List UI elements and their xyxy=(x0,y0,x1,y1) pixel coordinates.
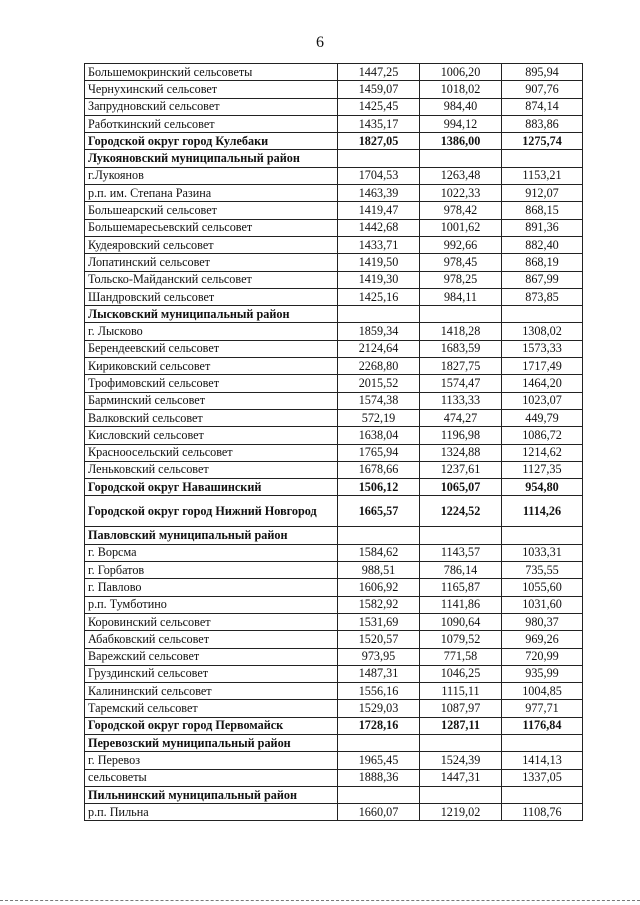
value-cell-3: 977,71 xyxy=(502,700,583,717)
value-cell-2 xyxy=(420,306,502,323)
row-name-cell: Кириковский сельсовет xyxy=(85,358,338,375)
value-cell-3: 1214,62 xyxy=(502,444,583,461)
value-cell-3: 1337,05 xyxy=(502,769,583,786)
value-cell-1: 1574,38 xyxy=(338,392,420,409)
row-name-cell: Перевозский муниципальный район xyxy=(85,734,338,751)
value-cell-2: 1141,86 xyxy=(420,596,502,613)
value-cell-3: 1114,26 xyxy=(502,496,583,527)
value-cell-1: 1584,62 xyxy=(338,544,420,561)
value-cell-2: 1237,61 xyxy=(420,461,502,478)
row-name-cell: Городской округ город Нижний Новгород xyxy=(85,496,338,527)
value-cell-2: 1006,20 xyxy=(420,64,502,81)
value-cell-2: 786,14 xyxy=(420,562,502,579)
value-cell-3 xyxy=(502,306,583,323)
value-cell-2: 984,11 xyxy=(420,288,502,305)
table-row xyxy=(85,734,583,751)
value-cell-2: 1018,02 xyxy=(420,81,502,98)
value-cell-3: 449,79 xyxy=(502,409,583,426)
value-cell-3: 874,14 xyxy=(502,98,583,115)
value-cell-2: 1196,98 xyxy=(420,427,502,444)
value-cell-2: 1263,48 xyxy=(420,167,502,184)
value-cell-2: 1133,33 xyxy=(420,392,502,409)
table-body xyxy=(85,64,583,821)
value-cell-1: 1582,92 xyxy=(338,596,420,613)
table-row xyxy=(85,254,583,271)
value-cell-3: 868,19 xyxy=(502,254,583,271)
value-cell-3: 1127,35 xyxy=(502,461,583,478)
value-cell-2: 474,27 xyxy=(420,409,502,426)
row-name-cell: Городской округ город Первомайск xyxy=(85,717,338,734)
table-row xyxy=(85,64,583,81)
value-cell-2: 1046,25 xyxy=(420,665,502,682)
table-row xyxy=(85,219,583,236)
value-cell-1 xyxy=(338,786,420,803)
value-cell-3: 1275,74 xyxy=(502,133,583,150)
value-cell-1: 1419,50 xyxy=(338,254,420,271)
value-cell-2: 992,66 xyxy=(420,236,502,253)
row-name-cell: г.Лукоянов xyxy=(85,167,338,184)
table-row xyxy=(85,786,583,803)
value-cell-2: 994,12 xyxy=(420,115,502,132)
value-cell-1: 1506,12 xyxy=(338,479,420,496)
table-row xyxy=(85,271,583,288)
row-name-cell: Работкинский сельсовет xyxy=(85,115,338,132)
value-cell-1: 1556,16 xyxy=(338,683,420,700)
tariff-table xyxy=(84,63,583,821)
value-cell-3: 907,76 xyxy=(502,81,583,98)
value-cell-1: 1425,45 xyxy=(338,98,420,115)
value-cell-1: 1435,17 xyxy=(338,115,420,132)
table-row xyxy=(85,444,583,461)
table-row xyxy=(85,409,583,426)
value-cell-1: 1419,47 xyxy=(338,202,420,219)
value-cell-1: 1425,16 xyxy=(338,288,420,305)
value-cell-3: 720,99 xyxy=(502,648,583,665)
value-cell-3: 868,15 xyxy=(502,202,583,219)
value-cell-1: 1665,57 xyxy=(338,496,420,527)
value-cell-2: 1143,57 xyxy=(420,544,502,561)
value-cell-3: 1023,07 xyxy=(502,392,583,409)
table-row xyxy=(85,358,583,375)
row-name-cell: Лукояновский муниципальный район xyxy=(85,150,338,167)
table-row xyxy=(85,236,583,253)
row-name-cell: Кисловский сельсовет xyxy=(85,427,338,444)
row-name-cell: Павловский муниципальный район xyxy=(85,527,338,544)
value-cell-1: 1531,69 xyxy=(338,613,420,630)
value-cell-1: 1487,31 xyxy=(338,665,420,682)
table-row xyxy=(85,202,583,219)
value-cell-3: 969,26 xyxy=(502,631,583,648)
value-cell-1: 1638,04 xyxy=(338,427,420,444)
table-row xyxy=(85,167,583,184)
value-cell-1: 1660,07 xyxy=(338,804,420,821)
value-cell-1: 1419,30 xyxy=(338,271,420,288)
value-cell-2: 978,25 xyxy=(420,271,502,288)
value-cell-1: 988,51 xyxy=(338,562,420,579)
value-cell-1: 2124,64 xyxy=(338,340,420,357)
table-row xyxy=(85,613,583,630)
value-cell-1: 1520,57 xyxy=(338,631,420,648)
value-cell-3: 891,36 xyxy=(502,219,583,236)
value-cell-3: 1464,20 xyxy=(502,375,583,392)
value-cell-3: 935,99 xyxy=(502,665,583,682)
value-cell-1: 2268,80 xyxy=(338,358,420,375)
table-row xyxy=(85,700,583,717)
value-cell-2: 1090,64 xyxy=(420,613,502,630)
value-cell-1: 1678,66 xyxy=(338,461,420,478)
value-cell-3: 1086,72 xyxy=(502,427,583,444)
value-cell-3: 980,37 xyxy=(502,613,583,630)
value-cell-1: 572,19 xyxy=(338,409,420,426)
value-cell-2: 1574,47 xyxy=(420,375,502,392)
value-cell-2: 1224,52 xyxy=(420,496,502,527)
value-cell-1: 1827,05 xyxy=(338,133,420,150)
value-cell-3: 1717,49 xyxy=(502,358,583,375)
value-cell-1: 1859,34 xyxy=(338,323,420,340)
value-cell-3: 735,55 xyxy=(502,562,583,579)
table-row xyxy=(85,375,583,392)
table-row xyxy=(85,683,583,700)
table-row xyxy=(85,596,583,613)
table-row xyxy=(85,115,583,132)
value-cell-3: 1004,85 xyxy=(502,683,583,700)
row-name-cell: Коровинский сельсовет xyxy=(85,613,338,630)
value-cell-2: 1001,62 xyxy=(420,219,502,236)
value-cell-3: 1176,84 xyxy=(502,717,583,734)
table-row xyxy=(85,133,583,150)
value-cell-3 xyxy=(502,150,583,167)
value-cell-2: 1524,39 xyxy=(420,752,502,769)
value-cell-2 xyxy=(420,527,502,544)
value-cell-2: 978,42 xyxy=(420,202,502,219)
table-row xyxy=(85,81,583,98)
row-name-cell: Большемокринский сельсоветы xyxy=(85,64,338,81)
table-row xyxy=(85,562,583,579)
value-cell-2: 1115,11 xyxy=(420,683,502,700)
row-name-cell: Шандровский сельсовет xyxy=(85,288,338,305)
table-row xyxy=(85,665,583,682)
value-cell-1: 1728,16 xyxy=(338,717,420,734)
value-cell-3: 1308,02 xyxy=(502,323,583,340)
value-cell-3: 1033,31 xyxy=(502,544,583,561)
value-cell-1 xyxy=(338,150,420,167)
value-cell-1: 1888,36 xyxy=(338,769,420,786)
value-cell-1: 1442,68 xyxy=(338,219,420,236)
scan-bottom-edge xyxy=(0,900,640,901)
row-name-cell: Чернухинский сельсовет xyxy=(85,81,338,98)
value-cell-2: 1287,11 xyxy=(420,717,502,734)
value-cell-3: 1153,21 xyxy=(502,167,583,184)
table-row xyxy=(85,804,583,821)
table-row xyxy=(85,185,583,202)
value-cell-2 xyxy=(420,150,502,167)
table-row xyxy=(85,579,583,596)
value-cell-3: 883,86 xyxy=(502,115,583,132)
value-cell-3: 1573,33 xyxy=(502,340,583,357)
value-cell-2: 1079,52 xyxy=(420,631,502,648)
row-name-cell: Валковский сельсовет xyxy=(85,409,338,426)
value-cell-3: 1414,13 xyxy=(502,752,583,769)
value-cell-2: 1022,33 xyxy=(420,185,502,202)
row-name-cell: Запрудновский сельсовет xyxy=(85,98,338,115)
value-cell-2: 1418,28 xyxy=(420,323,502,340)
table-row xyxy=(85,769,583,786)
row-name-cell: Абабковский сельсовет xyxy=(85,631,338,648)
table-row xyxy=(85,544,583,561)
row-name-cell: г. Павлово xyxy=(85,579,338,596)
value-cell-1 xyxy=(338,734,420,751)
row-name-cell: г. Горбатов xyxy=(85,562,338,579)
table-row xyxy=(85,150,583,167)
row-name-cell: Лысковский муниципальный район xyxy=(85,306,338,323)
value-cell-1 xyxy=(338,306,420,323)
row-name-cell: Городской округ Навашинский xyxy=(85,479,338,496)
table-row xyxy=(85,340,583,357)
value-cell-3: 1108,76 xyxy=(502,804,583,821)
value-cell-1: 1965,45 xyxy=(338,752,420,769)
value-cell-2: 1065,07 xyxy=(420,479,502,496)
value-cell-1: 1433,71 xyxy=(338,236,420,253)
table-row xyxy=(85,496,583,527)
value-cell-2: 771,58 xyxy=(420,648,502,665)
row-name-cell: р.п. Тумботино xyxy=(85,596,338,613)
table-row xyxy=(85,648,583,665)
row-name-cell: г. Ворсма xyxy=(85,544,338,561)
table-row xyxy=(85,392,583,409)
value-cell-1: 1606,92 xyxy=(338,579,420,596)
value-cell-1: 1463,39 xyxy=(338,185,420,202)
value-cell-3: 954,80 xyxy=(502,479,583,496)
table-row xyxy=(85,461,583,478)
value-cell-3 xyxy=(502,786,583,803)
value-cell-3: 912,07 xyxy=(502,185,583,202)
value-cell-2: 1165,87 xyxy=(420,579,502,596)
value-cell-1: 1765,94 xyxy=(338,444,420,461)
value-cell-3: 895,94 xyxy=(502,64,583,81)
row-name-cell: сельсоветы xyxy=(85,769,338,786)
value-cell-2: 1683,59 xyxy=(420,340,502,357)
value-cell-2 xyxy=(420,786,502,803)
value-cell-2: 984,40 xyxy=(420,98,502,115)
row-name-cell: Таремский сельсовет xyxy=(85,700,338,717)
table-row xyxy=(85,527,583,544)
value-cell-3: 867,99 xyxy=(502,271,583,288)
table-row xyxy=(85,717,583,734)
value-cell-1: 1447,25 xyxy=(338,64,420,81)
value-cell-3 xyxy=(502,527,583,544)
row-name-cell: Большемаресьевский сельсовет xyxy=(85,219,338,236)
value-cell-3: 1031,60 xyxy=(502,596,583,613)
page-number: 6 xyxy=(316,34,324,51)
row-name-cell: Городской округ город Кулебаки xyxy=(85,133,338,150)
value-cell-1: 973,95 xyxy=(338,648,420,665)
row-name-cell: Калининский сельсовет xyxy=(85,683,338,700)
value-cell-1: 1529,03 xyxy=(338,700,420,717)
value-cell-2: 1324,88 xyxy=(420,444,502,461)
row-name-cell: Барминский сельсовет xyxy=(85,392,338,409)
value-cell-3: 1055,60 xyxy=(502,579,583,596)
table-row xyxy=(85,631,583,648)
table-row xyxy=(85,479,583,496)
table-row xyxy=(85,752,583,769)
row-name-cell: р.п. им. Степана Разина xyxy=(85,185,338,202)
table-row xyxy=(85,323,583,340)
row-name-cell: Леньковский сельсовет xyxy=(85,461,338,478)
row-name-cell: Берендеевский сельсовет xyxy=(85,340,338,357)
value-cell-3 xyxy=(502,734,583,751)
value-cell-2: 978,45 xyxy=(420,254,502,271)
value-cell-3: 882,40 xyxy=(502,236,583,253)
row-name-cell: Большеарский сельсовет xyxy=(85,202,338,219)
row-name-cell: Груздинский сельсовет xyxy=(85,665,338,682)
value-cell-3: 873,85 xyxy=(502,288,583,305)
value-cell-2: 1386,00 xyxy=(420,133,502,150)
value-cell-2: 1447,31 xyxy=(420,769,502,786)
value-cell-1: 1704,53 xyxy=(338,167,420,184)
value-cell-1: 1459,07 xyxy=(338,81,420,98)
value-cell-2: 1087,97 xyxy=(420,700,502,717)
value-cell-2: 1827,75 xyxy=(420,358,502,375)
row-name-cell: Лопатинский сельсовет xyxy=(85,254,338,271)
row-name-cell: г. Лысково xyxy=(85,323,338,340)
row-name-cell: р.п. Пильна xyxy=(85,804,338,821)
row-name-cell: г. Перевоз xyxy=(85,752,338,769)
row-name-cell: Пильнинский муниципальный район xyxy=(85,786,338,803)
row-name-cell: Красноосельский сельсовет xyxy=(85,444,338,461)
value-cell-1: 2015,52 xyxy=(338,375,420,392)
row-name-cell: Трофимовский сельсовет xyxy=(85,375,338,392)
row-name-cell: Варежский сельсовет xyxy=(85,648,338,665)
value-cell-1 xyxy=(338,527,420,544)
row-name-cell: Тольско-Майданский сельсовет xyxy=(85,271,338,288)
row-name-cell: Кудеяровский сельсовет xyxy=(85,236,338,253)
table-row xyxy=(85,98,583,115)
value-cell-2 xyxy=(420,734,502,751)
value-cell-2: 1219,02 xyxy=(420,804,502,821)
table-row xyxy=(85,288,583,305)
table-row xyxy=(85,306,583,323)
table-row xyxy=(85,427,583,444)
